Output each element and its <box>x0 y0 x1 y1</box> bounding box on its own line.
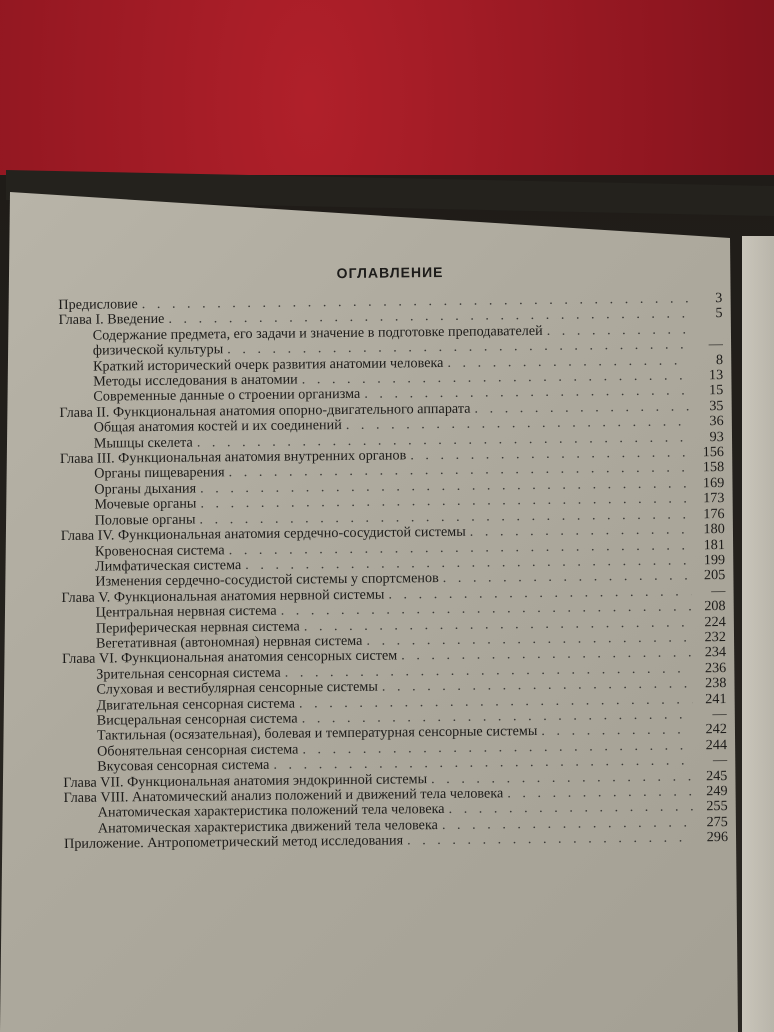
toc-page-number: 93 <box>709 428 724 445</box>
toc-entry-title: Анатомическая характеристика положений тела человека <box>97 801 445 822</box>
toc-entry-title: Глава II. Функциональная анатомия опорно-двигательного аппарата <box>59 400 471 421</box>
toc-entry-title: Общая анатомия костей и их соединений <box>93 417 342 436</box>
toc-entry-title: Предисловие <box>58 296 138 313</box>
toc-entry-title: Современные данные о строении организма <box>93 386 361 406</box>
toc-page-number: 224 <box>704 613 726 630</box>
toc-page-number: 255 <box>706 798 728 815</box>
toc-page-number: 36 <box>709 413 724 430</box>
toc-entry-title: Изменения сердечно-сосудистой системы у спортсменов <box>95 570 439 590</box>
toc-entry-title: Висцеральная сенсорная система <box>96 710 298 729</box>
toc-entry-title: Лимфатическая система <box>95 557 242 575</box>
toc-page-number: 176 <box>703 505 725 522</box>
toc-entry-title: Приложение. Антропометрический метод исследования <box>63 832 404 853</box>
toc-page-number: 35 <box>709 397 724 415</box>
toc-page-number: 236 <box>704 659 727 676</box>
toc-page-number: 234 <box>704 644 727 661</box>
toc-entry-title: Методы исследования в анатомии <box>93 371 298 390</box>
toc-entry-title: Глава IV. Функциональная анатомия сердечно-сосудистой системы <box>60 523 466 545</box>
toc-entry-title: Вкусовая сенсорная система <box>97 757 270 775</box>
toc-entry-title: Обонятельная сенсорная система <box>96 741 299 760</box>
toc-title: ОГЛАВЛЕНИЕ <box>336 263 444 282</box>
facing-page-edge <box>742 236 774 1032</box>
table-of-contents <box>58 261 728 853</box>
toc-page-number: 8 <box>715 351 724 368</box>
toc-leader-dots <box>537 723 693 740</box>
toc-entry-title: Периферическая нервная система <box>95 618 300 637</box>
toc-page-number: — <box>712 705 727 723</box>
toc-page-number: 199 <box>703 551 726 569</box>
toc-page-number: 275 <box>706 813 728 831</box>
toc-entry-title: Содержание предмета, его задачи и значение в подготовке преподавателей <box>92 322 543 344</box>
toc-entry-title: Глава I. Введение <box>58 311 165 329</box>
toc-entry-title: Глава VIII. Анатомический анализ положений и движений тела человека <box>63 785 504 806</box>
toc-entry-title: Мышцы скелета <box>93 434 193 452</box>
toc-page-number: 249 <box>706 783 728 800</box>
toc-list <box>58 291 728 853</box>
toc-page-number: 244 <box>705 736 728 754</box>
toc-entry-title: Зрительная сенсорная система <box>96 664 281 683</box>
toc-page-number: 173 <box>703 490 725 507</box>
toc-entry-title: Половые органы <box>94 511 196 529</box>
toc-page-number: — <box>711 582 726 599</box>
toc-page-number: 5 <box>715 305 723 322</box>
toc-entry-title: Слуховая и вестибулярная сенсорные системы <box>96 678 378 698</box>
toc-leader-dots <box>403 831 694 849</box>
toc-page-number: 156 <box>702 444 725 461</box>
toc-page-number: 169 <box>702 474 725 492</box>
toc-page-number: 208 <box>704 598 726 615</box>
toc-entry-title: Глава V. Функциональная анатомия нервной системы <box>61 586 385 606</box>
toc-entry-title: физической культуры <box>92 341 224 359</box>
toc-page-number: — <box>712 752 728 769</box>
toc-page-number: 241 <box>705 690 727 707</box>
toc-page-number: 3 <box>715 290 723 307</box>
toc-page-number: 181 <box>703 536 726 553</box>
toc-page-number: 205 <box>703 567 726 584</box>
toc-page-number: 180 <box>703 521 725 538</box>
toc-entry-title: Глава VII. Функциональная анатомия эндокринной системы <box>63 770 428 791</box>
toc-entry-title: Органы дыхания <box>94 480 197 498</box>
toc-entry-title: Глава VI. Функциональная анатомия сенсорных систем <box>62 647 398 668</box>
toc-leader-dots <box>543 322 689 339</box>
toc-page-number: — <box>708 336 723 353</box>
toc-entry-title: Глава III. Функциональная анатомия внутренних органов <box>59 447 407 468</box>
toc-page-number: 245 <box>705 767 728 784</box>
toc-entry-title: Краткий исторический очерк развития анатомии человека <box>92 354 444 375</box>
toc-page-number: 296 <box>706 829 729 846</box>
toc-entry-title: Анатомическая характеристика движений тела человека <box>97 816 438 837</box>
toc-entry-title: Тактильная (осязательная), болевая и температурная сенсорные системы <box>96 723 538 744</box>
toc-page-number: 15 <box>709 382 724 399</box>
toc-entry-title: Кровеносная система <box>94 541 225 560</box>
toc-page-number: 158 <box>702 459 725 476</box>
toc-entry-title: Органы пищеварения <box>94 464 225 483</box>
toc-entry-title: Центральная нервная система <box>95 602 277 621</box>
toc-entry-title: Мочевые органы <box>94 495 197 513</box>
toc-entry-title: Двигательная сенсорная система <box>96 695 296 714</box>
toc-page-number: 238 <box>705 675 727 692</box>
toc-page-number: 13 <box>708 367 724 384</box>
toc-page-number: 232 <box>704 628 726 646</box>
toc-page-number: 242 <box>705 721 727 738</box>
toc-entry-title: Вегетативная (автономная) нервная система <box>95 632 363 652</box>
